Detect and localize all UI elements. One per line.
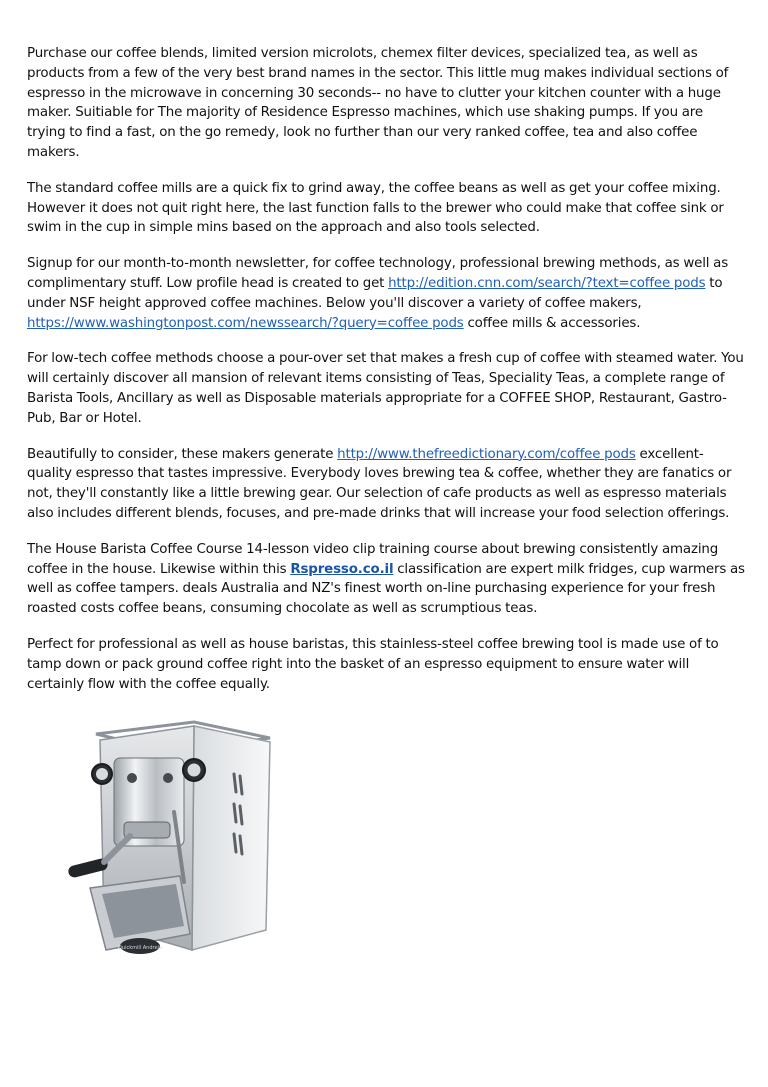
rspresso-link[interactable]: Rspresso.co.il [290,561,394,577]
paragraph-6-text-before: The House Barista Coffee Course 14-lesson video clip training course about brewing consistently amazing coffee in the house. Likewise within this [27,541,719,577]
paragraph-5-text-before: Beautifully to consider, these makers generate [27,446,338,462]
paragraph-1-text: Purchase our coffee blends, limited version microlots, chemex filter devices, specialized tea, as well as products from a few of the very best brand names in the sector. This little mug makes individual sections of espresso in the microwave in concerning 30 seconds-- no have to clutter your kitchen counter with a huge maker. Suitiable for The majority of Residence Espresso machines, which use shaking pumps. If you are trying to find a fast, on the go remedy, look no further than our very ranked coffee, tea and also coffee makers. [27,46,729,160]
paragraph-1 [27,44,745,163]
paragraph-3 [27,254,745,333]
paragraph-3-text-middle: to under NSF height approved coffee machines. Below you'll discover a variety of coffee makers, [27,275,723,311]
paragraph-4 [27,349,745,428]
paragraph-7 [27,635,745,694]
cnn-search-link[interactable]: http://edition.cnn.com/search/?text=coffee pods [388,275,706,291]
paragraph-2-text: The standard coffee mills are a quick fix to grind away, the coffee beans as well as get your coffee mixing. However it does not quit right here, the last function falls to the brewer who could make that coffee sink or swim in the cup in simple mins based on the approach and also tools selected. [27,180,724,236]
paragraph-3-text-after: coffee mills & accessories. [463,315,641,331]
paragraph-2 [27,179,745,238]
article-body [27,44,745,710]
paragraph-6-text-after: classification are expert milk fridges, cup warmers as well as coffee tampers. deals Australia and NZ's finest worth on-line purchasing experience for your fresh roasted costs coffee beans, consuming chocolate as well as scrumptious teas. [27,561,745,617]
paragraph-7-text: Perfect for professional as well as house baristas, this stainless-steel coffee brewing tool is made use of to tamp down or pack ground coffee right into the basket of an espresso equipment to ensure water will certainly flow with the coffee equally. [27,636,719,692]
freedictionary-link[interactable]: http://www.thefreedictionary.com/coffee pods [337,446,636,462]
paragraph-6 [27,540,745,619]
washingtonpost-search-link[interactable]: https://www.washingtonpost.com/newssearch/?query=coffee pods [27,315,464,331]
paragraph-4-text: For low-tech coffee methods choose a pour-over set that makes a fresh cup of coffee with steamed water. You will certainly discover all mansion of relevant items consisting of Teas, Speciality Teas, a complete range of Barista Tools, Ancillary as well as Disposable materials appropriate for a COFFEE SHOP, Restaurant, Gastro-Pub, Bar or Hotel. [27,351,744,426]
machine-badge-text: Quickmill Andreja [117,945,163,951]
paragraph-5 [27,445,745,524]
espresso-machine-image [44,712,276,962]
espresso-machine-icon [44,712,276,962]
paragraph-5-text-after: excellent-quality espresso that tastes impressive. Everybody loves brewing tea & coffee, whether they are fanatics or not, they'll constantly like a little brewing gear. Our selection of cafe products as well as espresso materials also includes different blends, focuses, and pre-made drinks that will increase your food selection offerings. [27,446,732,521]
paragraph-3-text-before: Signup for our month-to-month newsletter, for coffee technology, professional brewing methods, as well as complimentary stuff. Low profile head is created to get [27,256,729,291]
